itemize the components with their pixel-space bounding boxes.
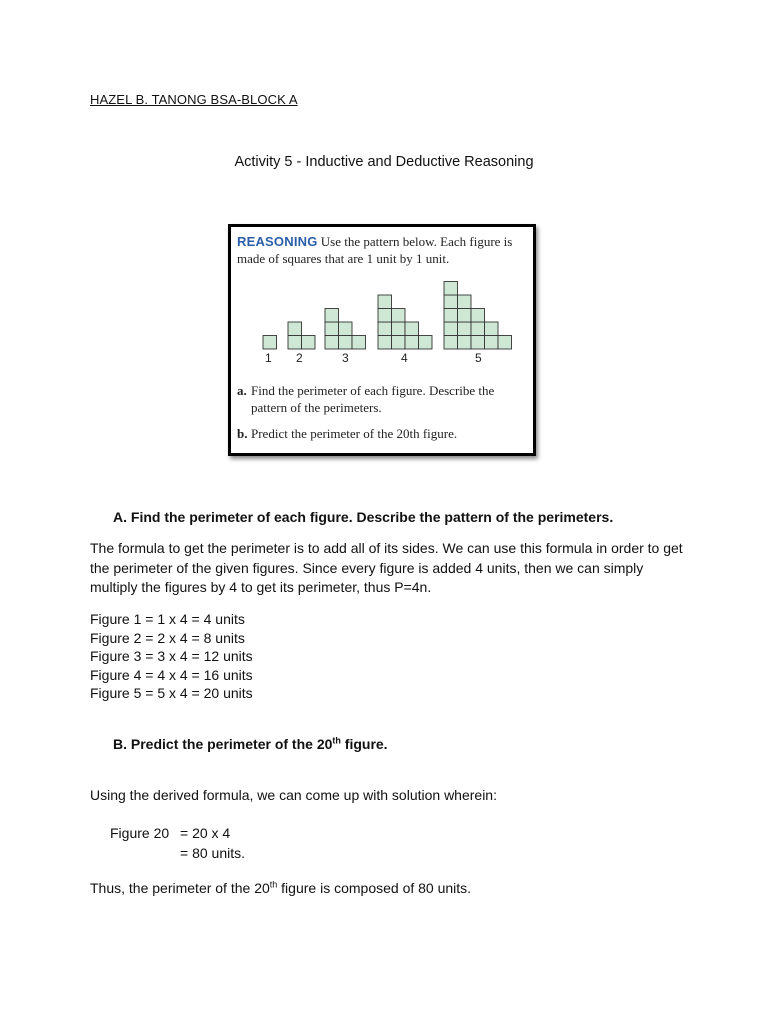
conclusion-prefix: Thus, the perimeter of the 20 bbox=[90, 880, 270, 896]
unit-square bbox=[485, 322, 499, 336]
figure-perimeter-line: Figure 4 = 4 x 4 = 16 units bbox=[90, 666, 253, 683]
figure-number-1: 1 bbox=[265, 351, 272, 365]
unit-square bbox=[444, 322, 458, 336]
unit-square bbox=[325, 322, 339, 336]
section-b-heading-prefix: B. Predict the perimeter of the 20 bbox=[113, 736, 333, 752]
section-b-heading-suffix: figure. bbox=[340, 736, 388, 752]
figure-number-5: 5 bbox=[475, 351, 482, 365]
unit-square bbox=[288, 336, 302, 350]
unit-square bbox=[339, 322, 353, 336]
square-pattern-figures bbox=[231, 227, 533, 453]
textbook-figure bbox=[228, 224, 536, 456]
page-title: Activity 5 - Inductive and Deductive Reasoning bbox=[234, 154, 534, 170]
unit-square bbox=[444, 295, 458, 309]
unit-square bbox=[405, 322, 419, 336]
unit-square bbox=[378, 309, 392, 323]
conclusion-suffix: figure is composed of 80 units. bbox=[277, 880, 472, 896]
unit-square bbox=[471, 322, 485, 336]
unit-square bbox=[458, 336, 472, 350]
author-header: HAZEL B. TANONG BSA-BLOCK A bbox=[90, 92, 298, 107]
figure-number-4: 4 bbox=[401, 351, 408, 365]
paragraph-line-1: The formula to get the perimeter is to add all of its sides. We can use this formula in order to get bbox=[90, 540, 683, 556]
solution-label: Figure 20 bbox=[110, 825, 170, 841]
unit-square bbox=[378, 336, 392, 350]
question-a-line-2: pattern of the perimeters. bbox=[251, 400, 382, 415]
pattern-figure-4 bbox=[378, 295, 432, 349]
section-a-paragraph bbox=[90, 539, 690, 598]
unit-square bbox=[392, 336, 406, 350]
section-b-heading-sup: th bbox=[332, 735, 341, 746]
unit-square bbox=[405, 336, 419, 350]
figure-perimeter-line: Figure 1 = 1 x 4 = 4 units bbox=[90, 611, 245, 627]
paragraph-line-3: multiply the figures by 4 to get its perimeter, thus P=4n. bbox=[90, 579, 432, 595]
unit-square bbox=[325, 309, 339, 323]
unit-square bbox=[458, 309, 472, 323]
conclusion-sup: th bbox=[269, 879, 278, 890]
unit-square bbox=[485, 336, 499, 350]
unit-square bbox=[458, 295, 472, 309]
reasoning-keyword: REASONING bbox=[237, 234, 318, 249]
instruction-line-1: Use the pattern below. Each figure is bbox=[320, 234, 513, 249]
conclusion bbox=[90, 880, 471, 896]
unit-square bbox=[392, 309, 406, 323]
figure-question-a bbox=[237, 382, 494, 416]
figure-perimeter-list bbox=[90, 610, 253, 703]
pattern-figure-2 bbox=[288, 322, 315, 349]
paragraph-line-2: the perimeter of the given figures. Since every figure is added 4 units, then we can simply bbox=[90, 559, 644, 576]
unit-square bbox=[339, 336, 353, 350]
section-a-heading: A. Find the perimeter of each figure. Describe the pattern of the perimeters. bbox=[113, 509, 614, 525]
question-b-text: Predict the perimeter of the 20th figure. bbox=[251, 426, 458, 441]
instruction-line-2: made of squares that are 1 unit by 1 unit. bbox=[237, 251, 450, 266]
pattern-figure-3 bbox=[325, 309, 366, 350]
pattern-figure-1 bbox=[263, 336, 277, 350]
figure-number-3: 3 bbox=[342, 351, 349, 365]
unit-square bbox=[325, 336, 339, 350]
figure-number-2: 2 bbox=[296, 351, 303, 365]
solution-line-1: = 20 x 4 bbox=[180, 825, 231, 841]
unit-square bbox=[471, 309, 485, 323]
section-b-intro: Using the derived formula, we can come up with solution wherein: bbox=[90, 787, 497, 803]
solution-block bbox=[110, 823, 245, 863]
unit-square bbox=[444, 336, 458, 350]
unit-square bbox=[392, 322, 406, 336]
unit-square bbox=[471, 336, 485, 350]
unit-square bbox=[352, 336, 366, 350]
unit-square bbox=[378, 322, 392, 336]
unit-square bbox=[444, 282, 458, 296]
unit-square bbox=[419, 336, 433, 350]
figure-perimeter-line: Figure 2 = 2 x 4 = 8 units bbox=[90, 629, 245, 646]
section-b-heading bbox=[113, 736, 388, 752]
unit-square bbox=[444, 309, 458, 323]
pattern-figure-5 bbox=[444, 282, 512, 350]
question-b-label: b. bbox=[237, 426, 248, 441]
unit-square bbox=[263, 336, 277, 350]
figure-perimeter-line: Figure 5 = 5 x 4 = 20 units bbox=[90, 685, 253, 701]
unit-square bbox=[302, 336, 316, 350]
unit-square bbox=[458, 322, 472, 336]
figure-perimeter-line: Figure 3 = 3 x 4 = 12 units bbox=[90, 648, 253, 664]
solution-line-2: = 80 units. bbox=[180, 845, 245, 861]
unit-square bbox=[498, 336, 512, 350]
unit-square bbox=[378, 295, 392, 309]
figure-question-b bbox=[237, 425, 457, 442]
unit-square bbox=[288, 322, 302, 336]
question-a-line-1: Find the perimeter of each figure. Describe the bbox=[251, 383, 495, 398]
question-a-label: a. bbox=[237, 383, 247, 398]
